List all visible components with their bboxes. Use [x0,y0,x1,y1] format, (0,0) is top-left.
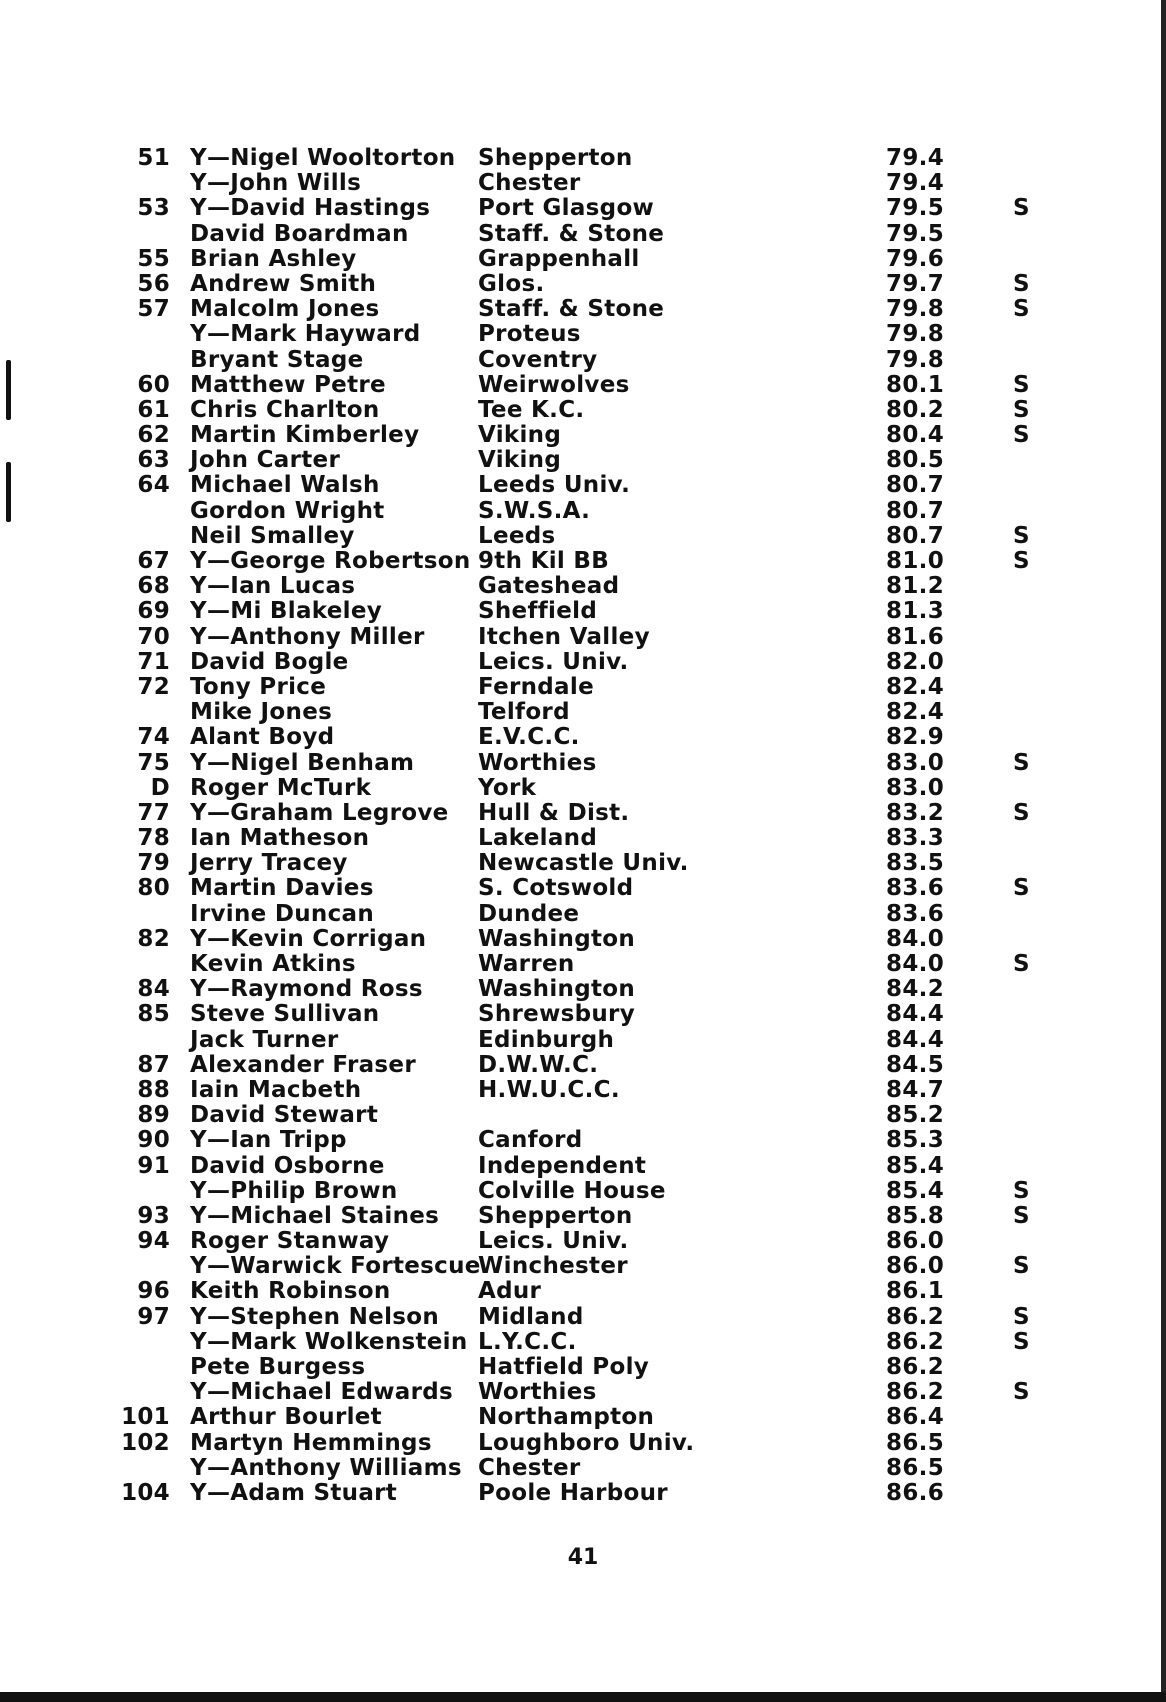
club-name: Washington [478,976,636,1003]
club-name: Newcastle Univ. [478,850,689,877]
result-row [0,398,1166,423]
result-row [0,1254,1166,1279]
result-row [0,1028,1166,1053]
result-time: 84.5 [886,1051,944,1078]
competitor-name: Y—Anthony Miller [190,623,425,650]
result-time: 86.2 [886,1328,944,1355]
result-flag: S [1013,799,1030,826]
result-time: 83.6 [886,875,944,902]
club-name: Warren [478,951,575,977]
result-position: 93 [137,1202,170,1229]
competitor-name: David Stewart [190,1102,379,1129]
result-time: 80.4 [886,422,944,449]
result-flag: S [1013,1379,1030,1406]
result-flag: S [1013,195,1030,222]
competitor-name: Roger Stanway [190,1228,390,1255]
result-time: 86.1 [886,1278,944,1305]
result-row [0,1405,1166,1430]
club-name: Proteus [478,321,581,348]
result-time: 83.6 [886,900,944,927]
result-time: 80.5 [886,447,944,474]
competitor-name: Y—George Robertson [190,548,471,574]
result-position: 69 [137,598,170,625]
club-name: Leeds [478,522,556,549]
club-name: Canford [478,1127,583,1154]
competitor-name: Y—Ian Tripp [190,1127,347,1154]
result-position: 64 [137,472,170,499]
competitor-name: Andrew Smith [190,270,377,297]
competitor-name: Martin Davies [190,875,374,902]
competitor-name: Y—Mark Wolkenstein [190,1328,468,1355]
result-position: 72 [137,673,170,700]
result-position: 87 [137,1051,170,1078]
competitor-name: Chris Charlton [190,396,380,423]
club-name: Leics. Univ. [478,648,629,675]
result-time: 82.4 [886,673,944,700]
page-edge-bottom [0,1692,1166,1702]
club-name: Chester [478,170,581,197]
club-name: Worthies [478,749,597,776]
result-time: 79.8 [886,321,944,348]
club-name: Gateshead [478,573,620,600]
result-row [0,1053,1166,1078]
result-row [0,297,1166,322]
result-flag: S [1013,522,1030,549]
result-flag: S [1013,749,1030,776]
result-position: 91 [137,1152,170,1179]
competitor-name: Y—Warwick Fortescue [190,1253,481,1280]
club-name: Staff. & Stone [478,296,665,323]
club-name: Weirwolves [478,371,630,398]
club-name: Independent [478,1152,647,1179]
result-position: D [150,774,170,801]
result-position: 75 [137,749,170,776]
competitor-name: Neil Smalley [190,522,355,549]
result-position: 78 [137,825,170,852]
club-name: 9th Kil BB [478,548,610,574]
competitor-name: Arthur Bourlet [190,1404,382,1431]
result-row [0,171,1166,196]
result-time: 79.8 [886,296,944,323]
result-time: 85.4 [886,1177,944,1204]
club-name: Northampton [478,1404,655,1431]
result-time: 86.5 [886,1429,944,1456]
result-row [0,801,1166,826]
club-name: Port Glasgow [478,195,655,222]
club-name: Staff. & Stone [478,220,665,247]
competitor-name: Keith Robinson [190,1278,391,1305]
competitor-name: Michael Walsh [190,472,380,499]
club-name: Leeds Univ. [478,472,631,499]
result-time: 82.0 [886,648,944,675]
competitor-name: Y—Michael Staines [190,1202,440,1229]
result-position: 60 [137,371,170,398]
competitor-name: Matthew Petre [190,371,386,398]
result-row [0,1229,1166,1254]
club-name: Shrewsbury [478,1001,635,1028]
result-time: 80.7 [886,497,944,524]
result-row [0,549,1166,574]
competitor-name: Y—David Hastings [190,195,431,222]
club-name: L.Y.C.C. [478,1328,577,1355]
result-time: 86.6 [886,1479,944,1506]
result-row [0,927,1166,952]
club-name: S.W.S.A. [478,497,591,524]
club-name: Chester [478,1454,581,1481]
result-row [0,1279,1166,1304]
result-flag: S [1013,1202,1030,1229]
result-row [0,1179,1166,1204]
club-name: Glos. [478,270,545,297]
club-name: York [478,774,537,801]
result-time: 83.0 [886,749,944,776]
competitor-name: Irvine Duncan [190,900,375,927]
result-row [0,373,1166,398]
result-time: 79.4 [886,145,944,171]
competitor-name: Ian Matheson [190,825,370,852]
result-position: 101 [121,1404,170,1431]
result-row [0,851,1166,876]
result-row [0,348,1166,373]
result-row [0,222,1166,247]
result-position: 55 [137,245,170,272]
result-row [0,473,1166,498]
result-position: 51 [137,145,170,171]
result-time: 80.2 [886,396,944,423]
results-list [0,146,1166,1506]
result-time: 83.5 [886,850,944,877]
result-row [0,322,1166,347]
result-position: 77 [137,799,170,826]
competitor-name: Alexander Fraser [190,1051,416,1078]
club-name: Leics. Univ. [478,1228,629,1255]
result-row [0,524,1166,549]
result-row [0,625,1166,650]
club-name: Telford [478,699,570,726]
result-time: 85.8 [886,1202,944,1229]
result-time: 86.0 [886,1253,944,1280]
competitor-name: Y—Stephen Nelson [190,1303,440,1330]
result-position: 68 [137,573,170,600]
result-time: 82.4 [886,699,944,726]
result-time: 84.0 [886,925,944,952]
competitor-name: Y—Nigel Benham [190,749,415,776]
competitor-name: David Boardman [190,220,409,247]
club-name: Worthies [478,1379,597,1406]
result-time: 86.0 [886,1228,944,1255]
result-row [0,1330,1166,1355]
competitor-name: David Bogle [190,648,349,675]
competitor-name: Tony Price [190,673,327,700]
result-time: 84.0 [886,951,944,977]
competitor-name: Steve Sullivan [190,1001,380,1028]
result-row [0,599,1166,624]
competitor-name: Alant Boyd [190,724,335,751]
result-flag: S [1013,1177,1030,1204]
result-time: 86.2 [886,1379,944,1406]
result-row [0,725,1166,750]
result-row [0,1355,1166,1380]
result-time: 85.4 [886,1152,944,1179]
competitor-name: Y—Raymond Ross [190,976,423,1003]
result-position: 67 [137,548,170,574]
competitor-name: Martyn Hemmings [190,1429,432,1456]
result-position: 62 [137,422,170,449]
result-time: 79.8 [886,346,944,373]
result-time: 79.5 [886,195,944,222]
result-time: 81.0 [886,548,944,574]
result-flag: S [1013,296,1030,323]
result-row [0,1431,1166,1456]
club-name: Midland [478,1303,584,1330]
competitor-name: Y—Kevin Corrigan [190,925,427,952]
result-position: 84 [137,976,170,1003]
result-time: 84.2 [886,976,944,1003]
club-name: Shepperton [478,145,633,171]
result-row [0,952,1166,977]
result-row [0,700,1166,725]
result-flag: S [1013,1328,1030,1355]
result-time: 79.4 [886,170,944,197]
result-time: 83.3 [886,825,944,852]
result-time: 80.7 [886,472,944,499]
competitor-name: Y—John Wills [190,170,362,197]
competitor-name: Brian Ashley [190,245,357,272]
result-flag: S [1013,875,1030,902]
result-time: 86.4 [886,1404,944,1431]
result-row [0,675,1166,700]
club-name: H.W.U.C.C. [478,1076,620,1103]
result-time: 81.3 [886,598,944,625]
competitor-name: Martin Kimberley [190,422,420,449]
result-position: 79 [137,850,170,877]
result-time: 84.4 [886,1001,944,1028]
result-position: 57 [137,296,170,323]
competitor-name: David Osborne [190,1152,385,1179]
result-row [0,1456,1166,1481]
club-name: S. Cotswold [478,875,634,902]
competitor-name: Iain Macbeth [190,1076,362,1103]
competitor-name: Gordon Wright [190,497,385,524]
competitor-name: Roger McTurk [190,774,372,801]
club-name: Colville House [478,1177,666,1204]
result-time: 86.2 [886,1354,944,1380]
result-time: 79.6 [886,245,944,272]
result-time: 84.7 [886,1076,944,1103]
competitor-name: Y—Graham Legrove [190,799,449,826]
result-time: 84.4 [886,1026,944,1053]
result-row [0,826,1166,851]
club-name: Viking [478,422,562,449]
result-time: 79.7 [886,270,944,297]
club-name: Ferndale [478,673,594,700]
result-position: 94 [137,1228,170,1255]
result-row [0,902,1166,927]
result-position: 96 [137,1278,170,1305]
competitor-name: Y—Philip Brown [190,1177,398,1204]
result-row [0,977,1166,1002]
page-number: 41 [567,1545,599,1570]
result-position: 63 [137,447,170,474]
competitor-name: Malcolm Jones [190,296,380,323]
result-row [0,247,1166,272]
club-name: Itchen Valley [478,623,650,650]
result-time: 79.5 [886,220,944,247]
competitor-name: Mike Jones [190,699,333,726]
result-flag: S [1013,1253,1030,1280]
competitor-name: Y—Michael Edwards [190,1379,453,1406]
result-time: 81.6 [886,623,944,650]
result-row [0,1078,1166,1103]
competitor-name: Jerry Tracey [190,850,348,877]
club-name: Grappenhall [478,245,640,272]
result-position: 70 [137,623,170,650]
club-name: E.V.C.C. [478,724,580,751]
club-name: Sheffield [478,598,598,625]
result-row [0,1380,1166,1405]
result-time: 82.9 [886,724,944,751]
result-time: 83.2 [886,799,944,826]
competitor-name: Y—Mi Blakeley [190,598,383,625]
competitor-name: Y—Adam Stuart [190,1479,398,1506]
result-position: 74 [137,724,170,751]
competitor-name: Kevin Atkins [190,951,356,977]
club-name: Dundee [478,900,580,927]
club-name: Adur [478,1278,542,1305]
result-flag: S [1013,396,1030,423]
result-row [0,1002,1166,1027]
result-position: 56 [137,270,170,297]
result-position: 90 [137,1127,170,1154]
club-name: Poole Harbour [478,1479,668,1506]
result-row [0,876,1166,901]
result-flag: S [1013,548,1030,574]
result-row [0,499,1166,524]
result-position: 102 [121,1429,170,1456]
competitor-name: Y—Nigel Wooltorton [190,145,456,171]
result-row [0,1481,1166,1506]
club-name: Hull & Dist. [478,799,630,826]
club-name: Edinburgh [478,1026,615,1053]
result-time: 81.2 [886,573,944,600]
result-position: 89 [137,1102,170,1129]
competitor-name: Y—Mark Hayward [190,321,421,348]
competitor-name: Jack Turner [190,1026,339,1053]
result-row [0,650,1166,675]
result-flag: S [1013,1303,1030,1330]
result-row [0,776,1166,801]
result-flag: S [1013,371,1030,398]
competitor-name: John Carter [190,447,341,474]
competitor-name: Pete Burgess [190,1354,366,1380]
club-name: Hatfield Poly [478,1354,650,1380]
result-row [0,751,1166,776]
result-time: 86.5 [886,1454,944,1481]
club-name: Coventry [478,346,598,373]
club-name: Loughboro Univ. [478,1429,695,1456]
result-time: 86.2 [886,1303,944,1330]
result-row [0,448,1166,473]
result-time: 85.3 [886,1127,944,1154]
club-name: Winchester [478,1253,628,1280]
result-row [0,574,1166,599]
competitor-name: Y—Anthony Williams [190,1454,462,1481]
result-row [0,196,1166,221]
result-position: 97 [137,1303,170,1330]
result-position: 85 [137,1001,170,1028]
result-row [0,1204,1166,1229]
result-position: 88 [137,1076,170,1103]
result-flag: S [1013,270,1030,297]
result-flag: S [1013,422,1030,449]
result-row [0,1154,1166,1179]
result-row [0,146,1166,171]
result-time: 85.2 [886,1102,944,1129]
result-row [0,423,1166,448]
club-name: Shepperton [478,1202,633,1229]
result-position: 61 [137,396,170,423]
result-position: 82 [137,925,170,952]
result-flag: S [1013,951,1030,977]
competitor-name: Y—Ian Lucas [190,573,356,600]
result-time: 80.1 [886,371,944,398]
competitor-name: Bryant Stage [190,346,364,373]
result-position: 53 [137,195,170,222]
result-time: 83.0 [886,774,944,801]
result-row [0,1128,1166,1153]
result-row [0,1103,1166,1128]
club-name: Viking [478,447,562,474]
club-name: Lakeland [478,825,598,852]
result-position: 104 [121,1479,170,1506]
club-name: Tee K.C. [478,396,585,423]
result-row [0,272,1166,297]
result-time: 80.7 [886,522,944,549]
club-name: Washington [478,925,636,952]
club-name: D.W.W.C. [478,1051,599,1078]
result-position: 71 [137,648,170,675]
result-position: 80 [137,875,170,902]
result-row [0,1305,1166,1330]
